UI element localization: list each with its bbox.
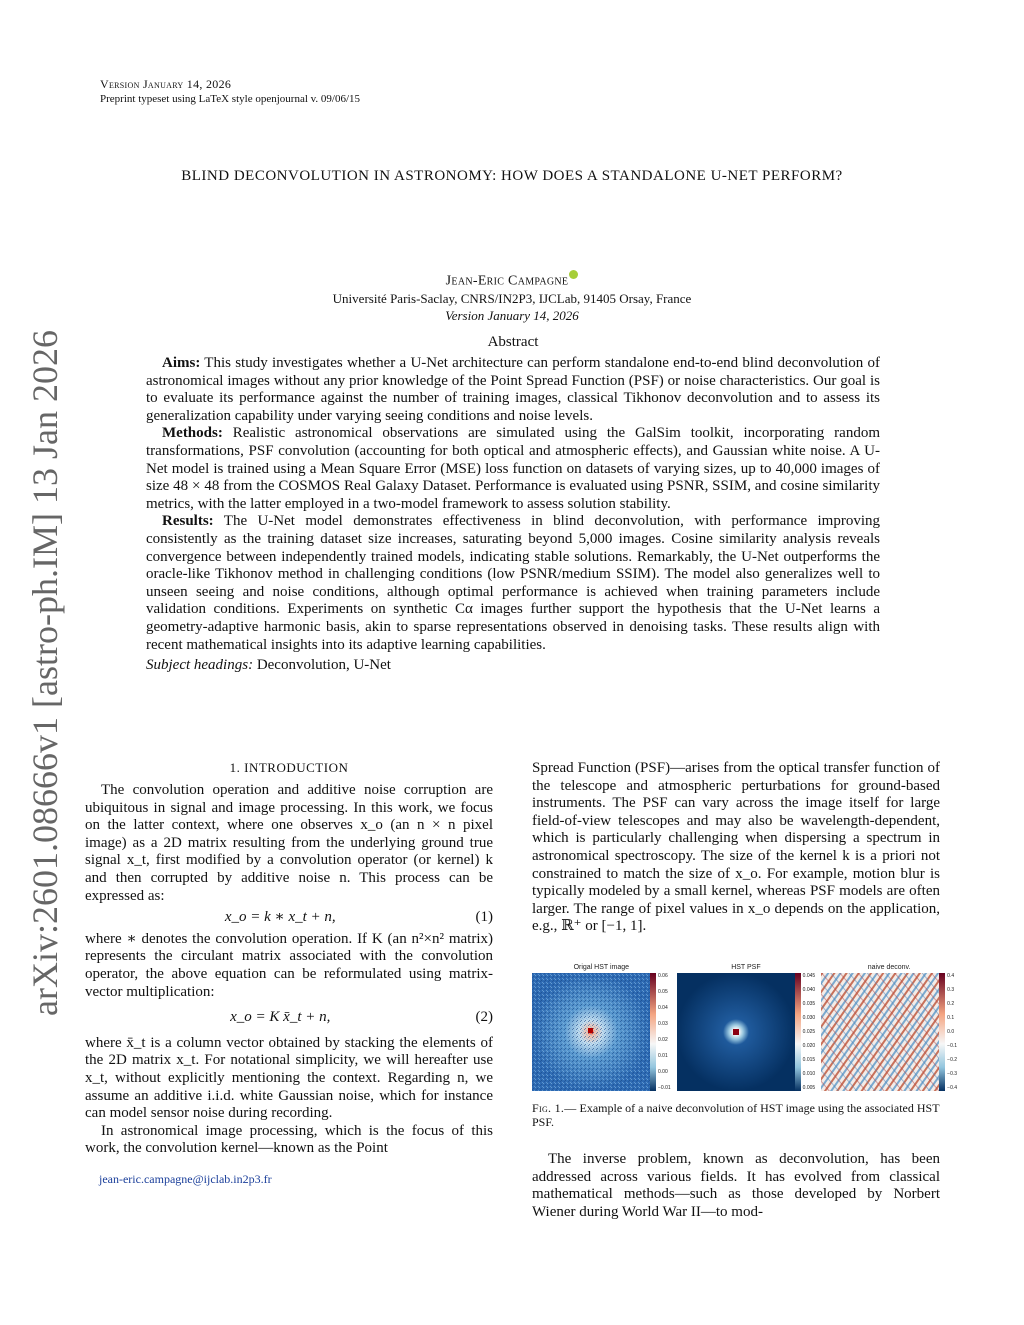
right-column [532, 760, 958, 1221]
equation-2-number: (2) [475, 1009, 493, 1026]
intro-paragraph-4: In astronomical image processing, which is the focus of this work, the convolution kernel—known as the Point [85, 1122, 493, 1157]
figure-1-panels [532, 963, 958, 1091]
abstract-results: Results: The U-Net model demonstrates effectiveness in blind deconvolution, with performance improving consistently as the training dataset size increases, saturating beyond 5,000 images. Cosine similarity analysis reveals convergence between independently trained models, indicating stable solutions. Remarkably, the U-Net outperforms the oracle-like Tikhonov method in challenging conditions (low PSNR/medium SSIM). The model also generalizes well to unseen seeing and noise conditions, although optimal performance is achieved when training parameters include validation conditions. Experiments on synthetic Cα images further support the hypothesis that the U-Net learns a geometry-adaptive harmonic basis, akin to sparse representations observed in denoising tasks. These results align with recent mathematical insights into its adaptive learning capabilities. [146, 513, 880, 653]
figure-caption: Fig. 1.— Example of a naive deconvolution of HST image using the associated HST PSF. [532, 1100, 940, 1129]
figure-panel-naive-deconv [821, 964, 957, 1091]
version-line: Version January 14, 2026 [100, 77, 232, 91]
colorbar-naive [939, 973, 945, 1091]
abstract-methods: Methods: Realistic astronomical observations are simulated using the GalSim toolkit, incorporating random transformations, PSF convolution (accounting for both optical and atmospheric effects), and Gaussian white noise. A U-Net model is trained using a Mean Square Error (MSE) loss function on datasets of varying sizes, up to 40,000 images of size 48 × 48 from the COSMOS Real Galaxy Dataset. Performance is evaluated using PSNR, SSIM, and cosine similarity metrics, with the latter employed in a two-model framework to assess solution stability. [146, 425, 880, 512]
figure-1 [532, 963, 958, 1129]
right-paragraph-2: The inverse problem, known as deconvolution, has been addressed across various fields. It has evolved from classical mathematical methods—such as those developed by Norbert Wiener during World War II—to mod- [532, 1150, 940, 1220]
paper-title: BLIND DECONVOLUTION IN ASTRONOMY: HOW DOES A STANDALONE U-NET PERFORM? [181, 168, 843, 184]
colorbar-ticks: 0.4 0.3 0.2 0.1 0.0 −0.1 −0.2 −0.3 −0.4 [947, 972, 958, 1091]
abstract [146, 334, 880, 675]
equation-1-body: x_o = k ∗ x_t + n, [224, 909, 336, 926]
equation-2-body: x_o = K x̄_t + n, [230, 1009, 331, 1026]
arxiv-sidebar: arXiv:2601.08666v1 [astro-ph.IM] 13 Jan 2026 [25, 330, 65, 1016]
equation-2 [85, 1009, 493, 1027]
typeset-line: Preprint typeset using LaTeX style openjournal v. 09/06/15 [100, 93, 361, 105]
panel-title: naive deconv. [867, 963, 911, 971]
colorbar-ticks: 0.045 0.040 0.035 0.030 0.025 0.020 0.015 0.010 0.005 [802, 972, 816, 1091]
original-image [532, 973, 650, 1091]
abstract-aims: Aims: This study investigates whether a U-Net architecture can perform standalone end-to-end blind deconvolution of astronomical images without any prior knowledge of the Point Spread Function (PSF) or noise characteristics. Our goal is to evaluate its performance against the number of training images, classical Tikhonov deconvolution and to assess its generalization capability under varying seeing conditions and noise levels. [146, 355, 880, 424]
equation-1-number: (1) [475, 909, 493, 926]
figure-panel-original [532, 964, 671, 1091]
intro-paragraph-3: where x̄_t is a column vector obtained by stacking the elements of the 2D matrix x_t. For notational simplicity, we will hereafter use x_t, without explicitly mentioning the context. Regarding n, we assume an additive i.i.d. white Gaussian noise, which for instance can model sensor noise during recording. [85, 1034, 493, 1122]
author-date: Version January 14, 2026 [445, 307, 579, 323]
author-email-link[interactable]: jean-eric.campagne@ijclab.in2p3.fr [99, 1171, 272, 1186]
naive-deconv-image [821, 973, 939, 1091]
panel-title: HST PSF [731, 963, 761, 971]
abstract-heading: Abstract [487, 334, 539, 350]
affiliation: Université Paris-Saclay, CNRS/IN2P3, IJCLab, 91405 Orsay, France [332, 290, 692, 306]
colorbar-ticks: 0.06 0.05 0.04 0.03 0.02 0.01 0.00 −0.01 [658, 972, 671, 1091]
section-heading: 1. INTRODUCTION [229, 760, 349, 775]
colorbar-original [650, 973, 656, 1091]
panel-title: Origal HST image [573, 963, 630, 971]
running-header [100, 77, 360, 107]
subject-headings: Subject headings: Deconvolution, U-Net [146, 657, 391, 674]
author-name: Jean-Eric Campagne [445, 273, 569, 289]
right-paragraph-1: Spread Function (PSF)—arises from the optical transfer function of the telescope and atmospheric perturbations for ground-based instruments. The PSF can vary across the image itself for large field-of-view telescopes and may also be wavelength-dependent, which is particularly challenging when dispersing a spectrum in astronomical spectroscopy. The size of the kernel k is a priori not constrained to match the size of x_o. For example, motion blur is typically modeled by a small kernel, whereas PSF models are often larger. The range of pixel values in x_o depends on the application, e.g., ℝ⁺ or [−1, 1]. [532, 760, 940, 935]
intro-paragraph-2: where ∗ denotes the convolution operation. If K (an n²×n² matrix) represents the circulant matrix associated with the convolution operator, the above equation can be reformulated using matrix-vector multiplication: [85, 930, 493, 1000]
author-block [0, 270, 1024, 324]
equation-1 [85, 909, 493, 927]
orcid-icon[interactable] [569, 270, 578, 279]
figure-panel-psf [677, 964, 816, 1091]
psf-image [677, 973, 795, 1091]
colorbar-psf [795, 973, 801, 1091]
left-column [85, 760, 493, 1188]
intro-paragraph-1: The convolution operation and additive noise corruption are ubiquitous in signal and image processing. In this work, we focus on the latter context, where one observes x_o (an n × n pixel image) as a 2D matrix resulting from the underlying ground true signal x_t, first modified by a convolution operator (or kernel) k and then corrupted by additive noise n. This process can be expressed as: [85, 782, 493, 904]
